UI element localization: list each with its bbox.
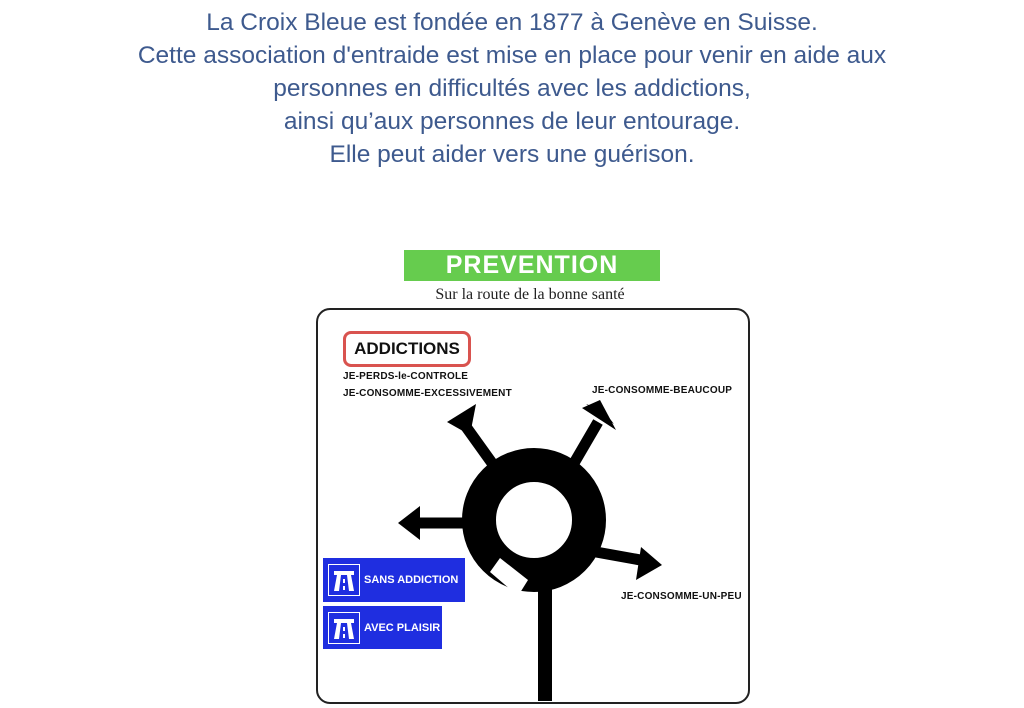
intro-line: ainsi qu’aux personnes de leur entourage. (283, 108, 741, 135)
motorway-icon (328, 612, 360, 644)
sign-label: SANS ADDICTION (364, 574, 459, 586)
label-consomme-un-peu: JE-CONSOMME-UN-PEU (621, 591, 742, 602)
intro-line: La Croix Bleue est fondée en 1877 à Genève en Suisse. (206, 9, 818, 36)
intro-line: Elle peut aider vers une guérison. (329, 141, 695, 168)
intro-line: personnes en difficultés avec les addictions, (273, 75, 751, 102)
addictions-sign: ADDICTIONS (343, 331, 471, 367)
label-consomme-excessivement: JE-CONSOMME-EXCESSIVEMENT (343, 388, 512, 399)
prevention-banner: PREVENTION (404, 250, 660, 281)
road-incoming (538, 585, 552, 701)
label-perds-controle: JE-PERDS-le-CONTROLE (343, 371, 469, 382)
sign-avec-plaisir (323, 606, 442, 649)
arrow-up-right (570, 400, 616, 470)
label-consomme-beaucoup: JE-CONSOMME-BEAUCOUP (592, 385, 733, 396)
diagram-subtitle: Sur la route de la bonne santé (435, 286, 625, 303)
intro-line: Cette association d'entraide est mise en place pour venir en aide aux (137, 42, 887, 69)
sign-label: AVEC PLAISIR (364, 621, 441, 634)
roundabout-ring (479, 465, 589, 575)
arrow-right (596, 547, 662, 580)
sign-sans-addiction (323, 558, 465, 602)
arrow-up-left (447, 404, 497, 470)
motorway-icon (328, 564, 360, 596)
